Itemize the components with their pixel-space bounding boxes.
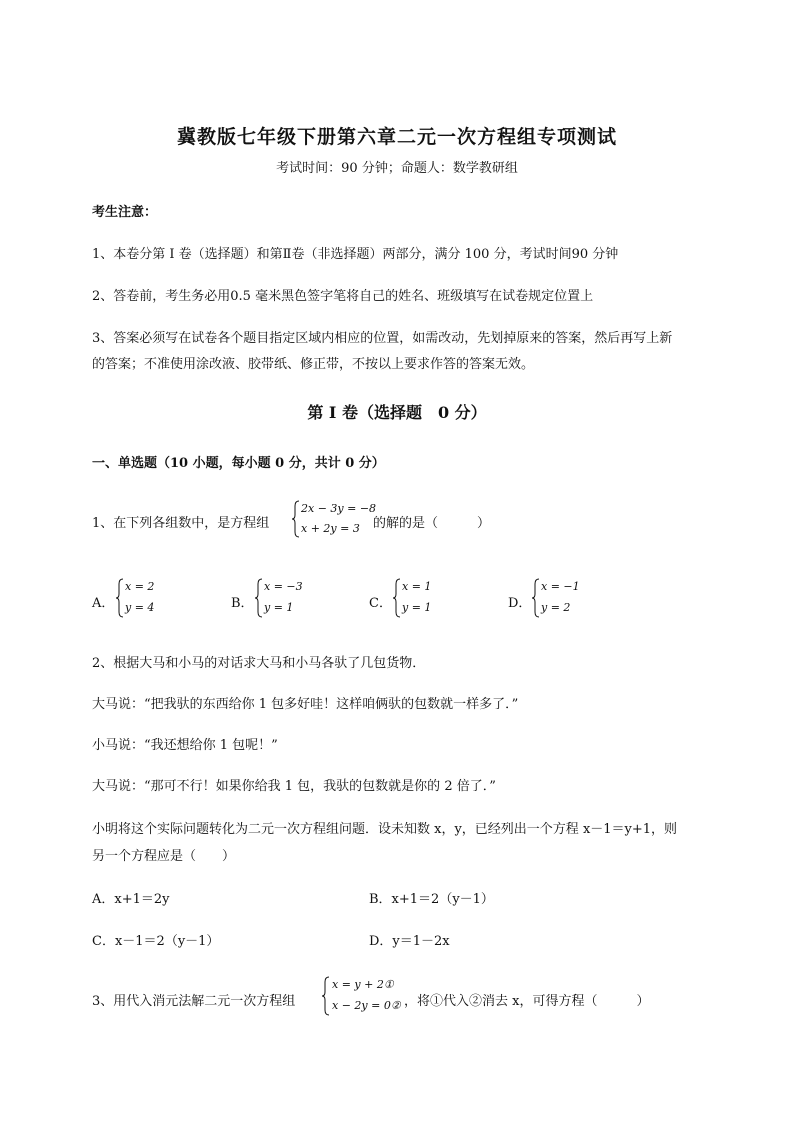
- q1-option-c-system: [393, 578, 453, 620]
- q1-option-b-system: [255, 578, 315, 620]
- q2-line-2: 大马说：“把我驮的东西给你 1 包多好哇！这样咱俩驮的包数就一样多了．”: [92, 697, 519, 712]
- q1-option-a-label: A．: [92, 596, 115, 611]
- q2-line-6: 另一个方程应是（ ）: [92, 849, 236, 864]
- q1-equation-2: x + 2y = 3: [301, 522, 360, 535]
- notice-heading: 考生注意：: [92, 205, 158, 220]
- q1-suffix: 的解的是（ ）: [373, 516, 491, 531]
- q1-option-a-eq1: x = 2: [125, 580, 155, 593]
- q2-option-c: C．x－1＝2（y－1）: [92, 934, 220, 949]
- q1-system: [292, 500, 377, 540]
- page-subtitle: 考试时间：90 分钟；命题人：数学教研组: [276, 161, 518, 176]
- q3-prefix: 3、用代入消元法解二元一次方程组: [92, 994, 296, 1009]
- q1-option-c-eq1: x = 1: [402, 580, 432, 593]
- brace-icon: [532, 578, 540, 618]
- notice-item-3-line-1: 3、答案必须写在试卷各个题目指定区域内相应的位置，如需改动，先划掉原来的答案，然后再写上新: [92, 331, 673, 346]
- q2-line-1: 2、根据大马和小马的对话求大马和小马各驮了几包货物．: [92, 656, 426, 671]
- q1-option-c-label: C．: [369, 596, 392, 611]
- notice-item-3-line-2: 的答案；不准使用涂改液、胶带纸、修正带，不按以上要求作答的答案无效。: [92, 357, 535, 372]
- notice-item-2: 2、答卷前，考生务必用0.5 毫米黑色签字笔将自己的姓名、班级填写在试卷规定位置上: [92, 289, 594, 304]
- page-title: 冀教版七年级下册第六章二元一次方程组专项测试: [176, 126, 617, 148]
- q1-prefix: 1、在下列各组数中，是方程组: [92, 516, 270, 531]
- q2-option-b: B．x+1＝2（y－1）: [369, 892, 494, 907]
- q3-system: [322, 976, 408, 1018]
- brace-icon: [116, 578, 124, 618]
- brace-icon: [255, 578, 263, 618]
- q3-suffix: ，将①代入②消去 x，可得方程（ ）: [404, 994, 650, 1009]
- q1-option-d-eq2: y = 2: [541, 601, 571, 614]
- q3-equation-1: x = y + 2①: [332, 978, 394, 991]
- q1-equation-1: 2x − 3y = −8: [301, 502, 377, 515]
- notice-item-1: 1、本卷分第 I 卷（选择题）和第Ⅱ卷（非选择题）两部分，满分 100 分，考试时间90 分钟: [92, 247, 619, 262]
- q2-option-d: D．y＝1－2x: [369, 934, 450, 949]
- q1-option-a-system: [116, 578, 176, 620]
- q2-line-4: 大马说：“那可不行！如果你给我 1 包，我驮的包数就是你的 2 倍了．”: [92, 779, 496, 794]
- q2-line-5: 小明将这个实际问题转化为二元一次方程组问题．设未知数 x，y，已经列出一个方程 x－1＝y+1，则: [92, 822, 678, 837]
- q1-option-b-eq2: y = 1: [264, 601, 294, 614]
- q1-option-a-eq2: y = 4: [125, 601, 155, 614]
- q1-option-d-label: D．: [508, 596, 532, 611]
- q1-option-d-system: [532, 578, 592, 620]
- q2-line-3: 小马说：“我还想给你 1 包呢！”: [92, 738, 278, 753]
- brace-icon: [393, 578, 401, 618]
- brace-icon: [292, 500, 300, 538]
- q3-equation-2: x − 2y = 0②: [332, 999, 401, 1012]
- q1-option-c-eq2: y = 1: [402, 601, 432, 614]
- q1-option-d-eq1: x = −1: [541, 580, 580, 593]
- q2-option-a: A．x+1＝2y: [92, 892, 170, 907]
- part-heading: 一、单选题（10 小题，每小题 0 分，共计 0 分）: [92, 456, 385, 471]
- q1-option-b-label: B．: [231, 596, 254, 611]
- brace-icon: [322, 976, 330, 1016]
- section-title: 第 I 卷（选择题 0 分）: [307, 403, 487, 422]
- q1-option-b-eq1: x = −3: [264, 580, 303, 593]
